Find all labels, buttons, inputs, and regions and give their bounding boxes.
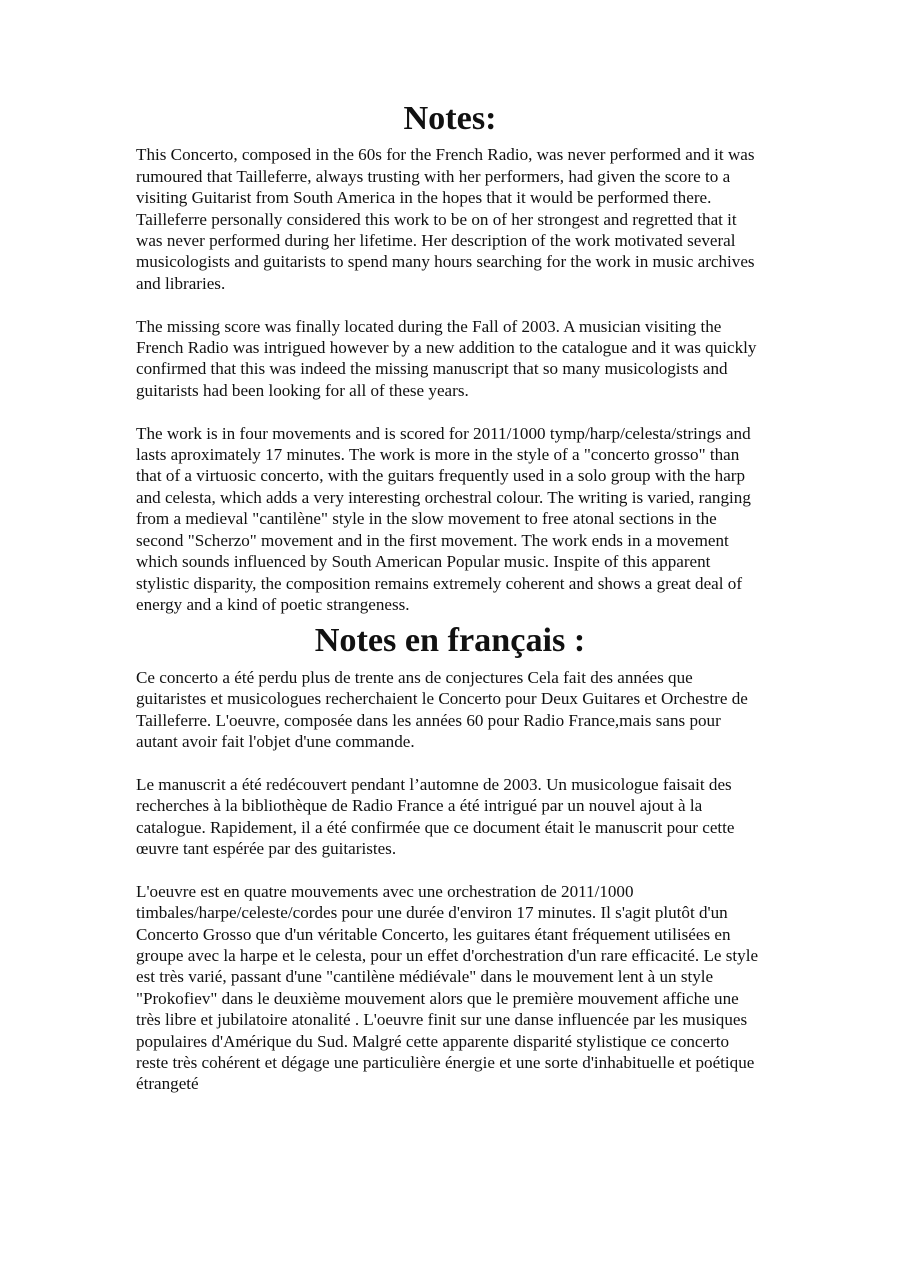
french-notes-section: [136, 622, 764, 1095]
french-paragraph: Le manuscrit a été redécouvert pendant l’automne de 2003. Un musicologue faisait des recherches à la bibliothèque de Radio France a été intrigué par un nouvel ajout à la catalogue. Rapidement, il a été confirmée que ce document était le manuscrit pour cette œuvre tant espérée par des guitaristes.: [136, 774, 735, 858]
english-paragraph: The missing score was finally located during the Fall of 2003. A musician visiting the French Radio was intrigued however by a new addition to the catalogue and it was quickly confirmed that this was indeed the missing manuscript that so many musicologists and guitarists had been looking for all of these years.: [136, 316, 757, 400]
english-notes-heading: Notes:: [403, 100, 497, 137]
french-paragraph: Ce concerto a été perdu plus de trente ans de conjectures Cela fait des années que guitaristes et musicologues recherchaient le Concerto pour Deux Guitares et Orchestre de Tailleferre. L'oeuvre, composée dans les années 60 pour Radio France,mais sans pour autant avoir fait l'objet d'une commande.: [136, 667, 748, 751]
french-notes-heading: Notes en français :: [314, 622, 586, 660]
english-paragraph: This Concerto, composed in the 60s for the French Radio, was never performed and it was rumoured that Tailleferre, always trusting with her performers, had given the score to a visiting Guitarist from South America in the hopes that it would be performed there. Tailleferre personally considered this work to be on of her strongest and regretted that it was never performed during her lifetime. Her description of the work motivated several musicologists and guitarists to spend many hours searching for the work in music archives and libraries.: [136, 145, 755, 293]
english-notes-section: [136, 100, 764, 615]
english-paragraph: The work is in four movements and is scored for 2011/1000 tymp/harp/celesta/strings and lasts aproximately 17 minutes. The work is more in the style of a "concerto grosso" than that of a virtuosic concerto, with the guitars frequently used in a solo group with the harp and celesta, which adds a very interesting orchestral colour. The writing is varied, ranging from a medieval "cantilène" style in the slow movement to free atonal sections in the second "Scherzo" movement and in the first movement. The work ends in a movement which sounds influenced by South American Popular music. Inspite of this apparent stylistic disparity, the composition remains extremely coherent and shows a great deal of energy and a kind of poetic strangeness.: [136, 423, 751, 614]
french-paragraph: L'oeuvre est en quatre mouvements avec une orchestration de 2011/1000 timbales/harpe/celeste/cordes pour une durée d'environ 17 minutes. Il s'agit plutôt d'un Concerto Grosso que d'un véritable Concerto, les guitares étant fréquement utilisées en groupe avec la harpe et le celesta, pour un effet d'orchestration d'un rare efficacité. Le style est très varié, passant d'une "cantilène médiévale" dans le mouvement lent à un style "Prokofiev" dans le deuxième mouvement alors que le première mouvement affiche une très libre et jubilatoire atonalité . L'oeuvre finit sur une danse influencée par les musiques populaires d'Amérique du Sud. Malgré cette apparente disparité stylistique ce concerto reste très cohérent et dégage une particulière énergie et une sorte d'inhabituelle et poétique étrangeté: [136, 881, 759, 1094]
